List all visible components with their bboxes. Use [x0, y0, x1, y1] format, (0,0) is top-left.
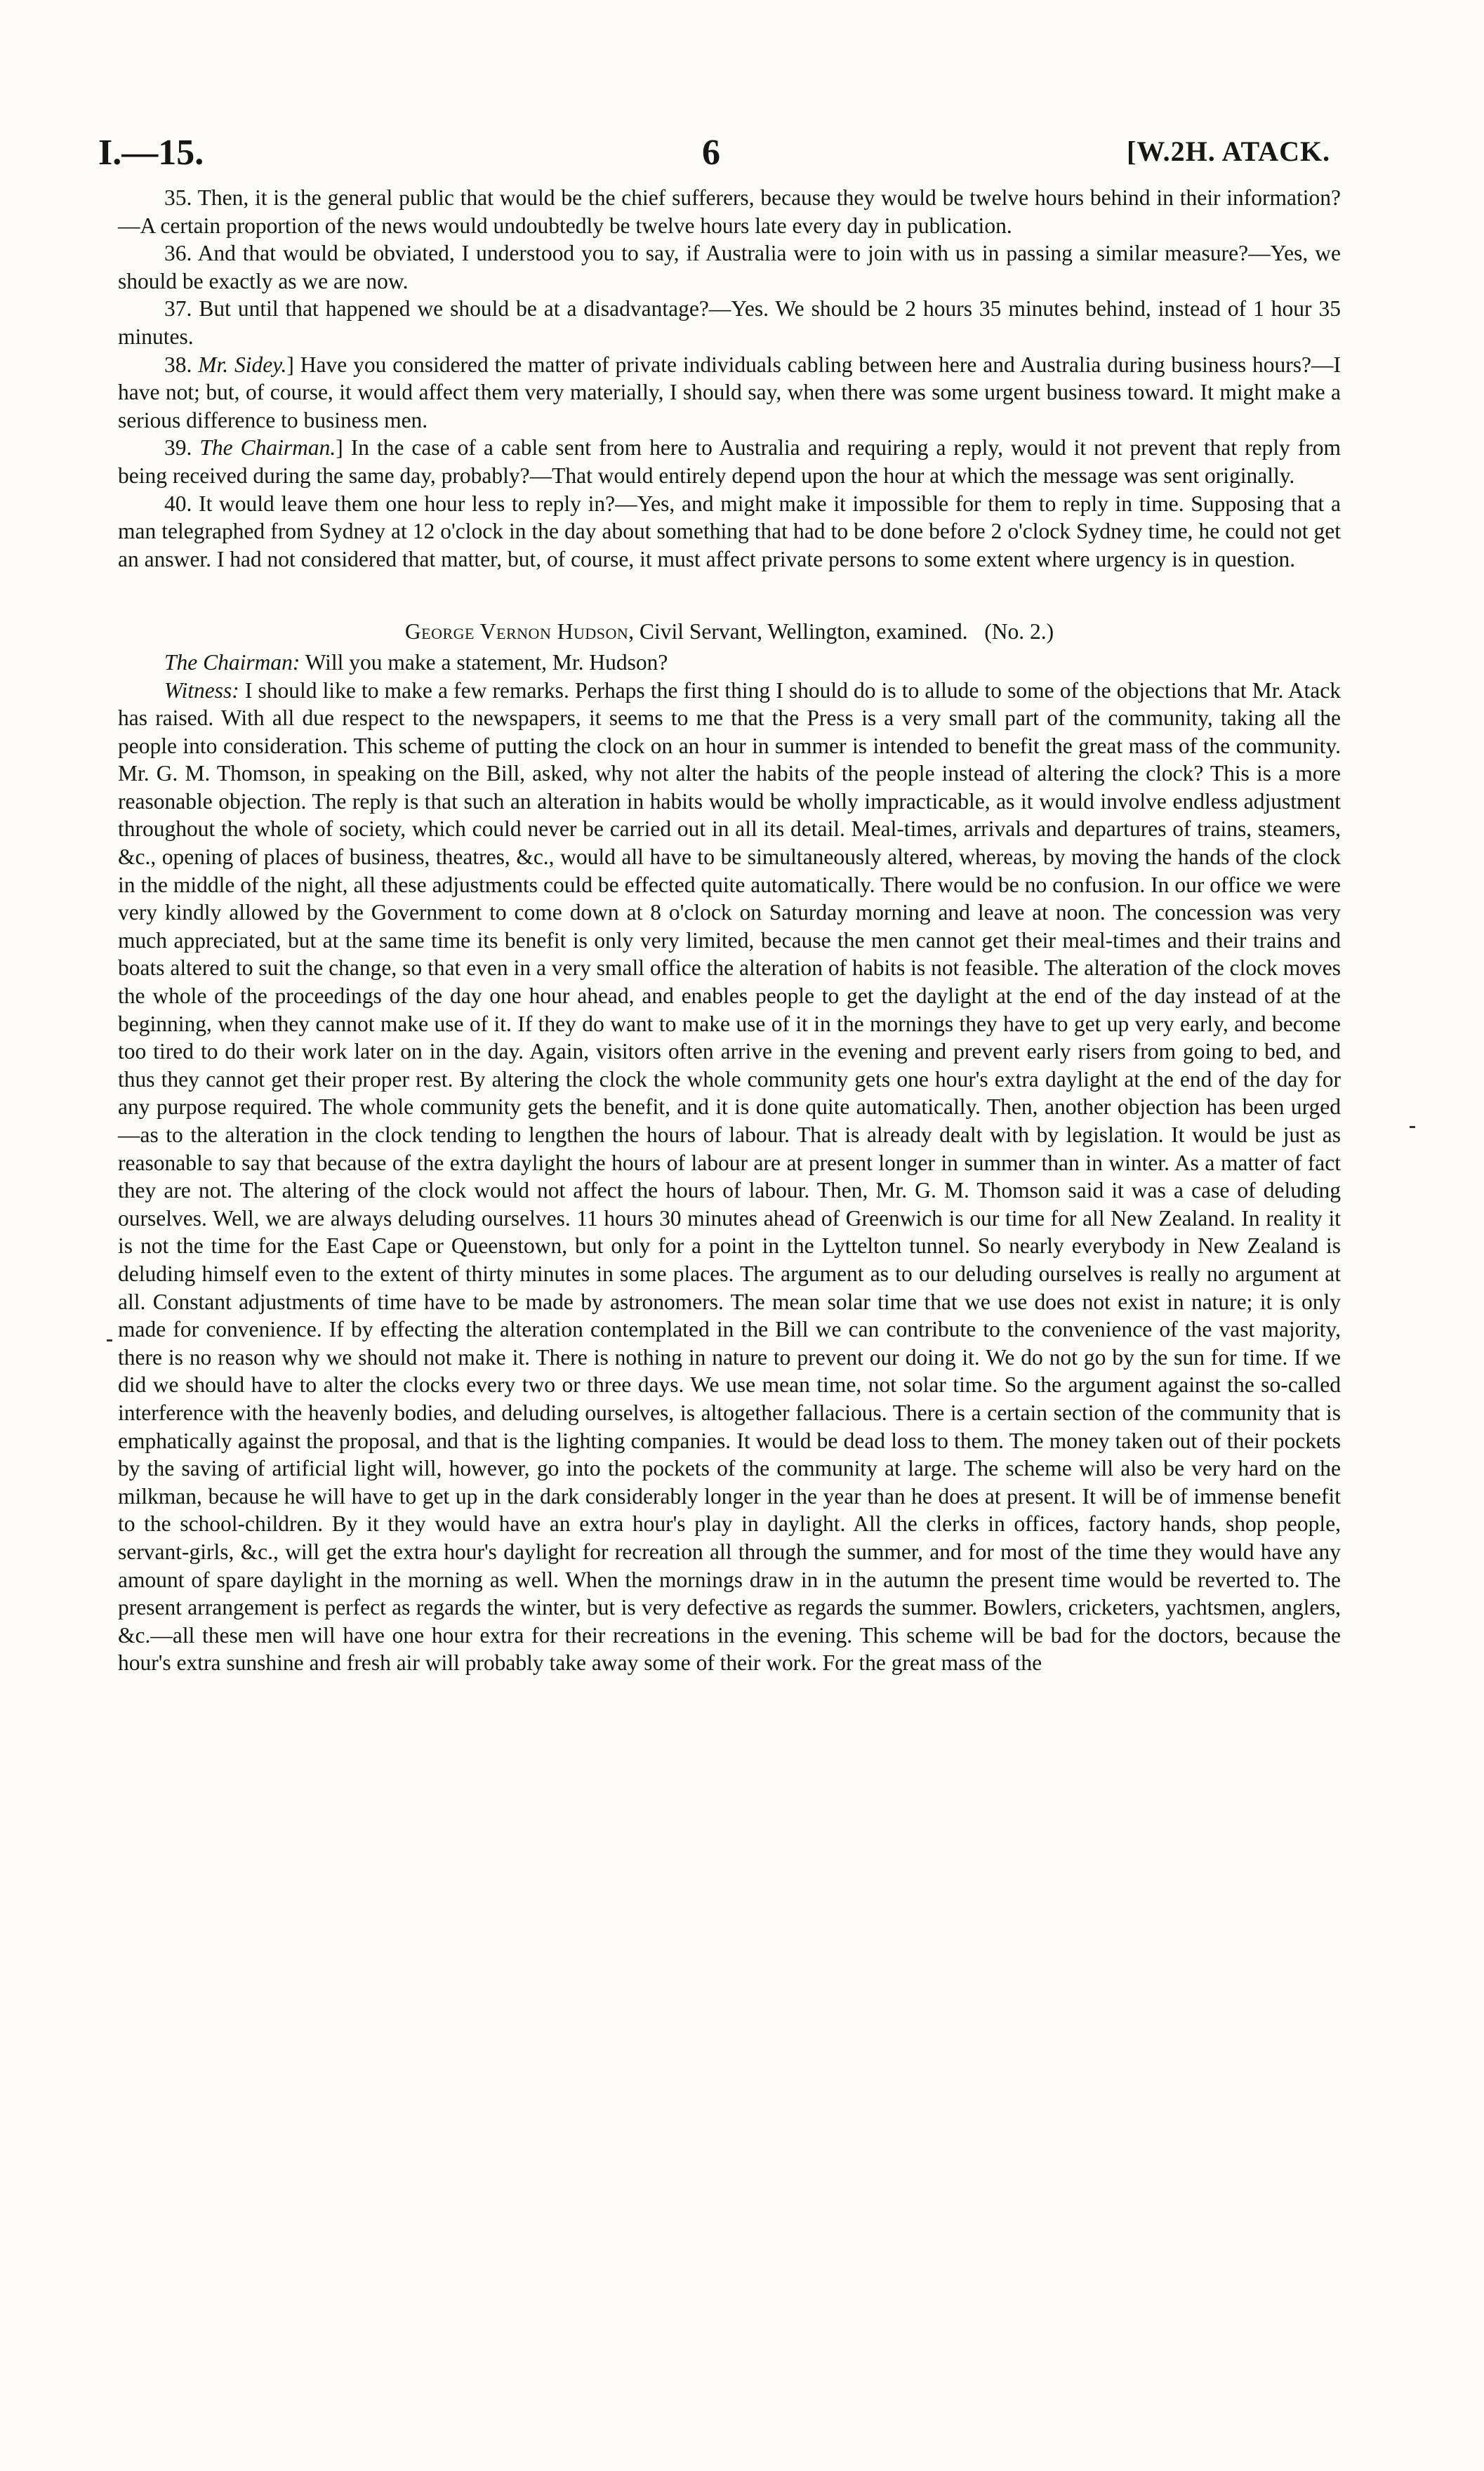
question-35: 35. Then, it is the general public that would be the chief sufferers, because they would be twelve hours behind in their information?—A certain proportion of the news would undoubtedly be twelve hours late every day in publication.: [118, 185, 1341, 238]
question-39: [118, 434, 1341, 489]
page-header: [0, 132, 1484, 181]
margin-mark: [1410, 1126, 1415, 1128]
question-36: 36. And that would be obviated, I understood you to say, if Australia were to join with us in passing a similar measure?—Yes, we should be exactly as we are now.: [118, 241, 1341, 293]
question-number: 39.: [164, 435, 192, 461]
chairman-question: [118, 649, 1341, 677]
page-number: 6: [702, 133, 720, 173]
margin-mark: [107, 1339, 112, 1342]
question-text: ] In the case of a cable sent from here to Australia and requiring a reply, would it not prevent that reply from being received during the same day, probably?—That would entirely depend upon the hour at which the message was sent originally.: [118, 435, 1341, 488]
question-37: 37. But until that happened we should be at a disadvantage?—Yes. We should be 2 hours 35 minutes behind, instead of 1 hour 35 minutes.: [118, 296, 1341, 349]
speaker-name: The Chairman.: [199, 435, 336, 461]
question-number: 38.: [164, 352, 192, 377]
question-40: 40. It would leave them one hour less to reply in?—Yes, and might make it impossible for them to reply in time. Supposing that a man telegraphed from Sydney at 12 o'clock in the day about something that had to be done before 2 o'clock Sydney time, he could not get an answer. I had not considered that matter, but, of course, it must affect private persons to some extent where urgency is in question.: [118, 491, 1341, 571]
question-38: [118, 351, 1341, 435]
statement-text: I should like to make a few remarks. Perhaps the first thing I should do is to allude to some of the objections that Mr. Atack has raised. With all due respect to the newspapers, it seems to me that the Press is a very small part of the community, taking all the people into consideration. This scheme of putting the clock on an hour in summer is intended to benefit the great mass of the community. Mr. G. M. Thomson, in speaking on the Bill, asked, why not alter the habits of the people instead of altering the clock? This is a more reasonable objection. The reply is that such an alteration in habits would be wholly impracticable, as it would involve endless adjustment throughout the whole of society, which could never be carried out in all its detail. Meal-times, arrivals and departures of trains, steamers, &c., opening of places of business, theatres, &c., would all have to be simultaneously altered, whereas, by moving the hands of the clock in the middle of the night, all these adjustments could be effected quite automatically. There would be no confusion. In our office we were very kindly allowed by the Government to come down at 8 o'clock on Saturday morning and leave at noon. The concession was very much appreciated, but at the same time its benefit is only very limited, because the men cannot get their meal-times and their trains and boats altered to suit the change, so that even in a very small office the alteration of habits is not feasible. The alteration of the clock moves the whole of the proceedings of the day one hour ahead, and enables people to get the daylight at the end of the day instead of at the beginning, when they cannot make use of it. If they do want to make use of it in the mornings they have to get up very early, and become too tired to do their work later on in the day. Again, visitors often arrive in the evening and prevent early risers from going to bed, and thus they cannot get their proper rest. By altering the clock the whole community gets one hour's extra daylight at the end of the day for any purpose required. The whole community gets the benefit, and it is done quite automatically. Then, another objection has been urged—as to the alteration in the clock tending to lengthen the hours of labour. That is already dealt with by legislation. It would be just as reasonable to say that because of the extra daylight the hours of labour are at present longer in summer than in winter. As a matter of fact they are not. The altering of the clock would not affect the hours of labour. Then, Mr. G. M. Thomson said it was a case of deluding ourselves. Well, we are always deluding ourselves. 11 hours 30 minutes ahead of Greenwich is our time for all New Zealand. In reality it is not the time for the East Cape or Queenstown, but only for a point in the Lyttelton tunnel. So nearly everybody in New Zealand is deluding himself even to the extent of thirty minutes in some places. The argument as to our deluding ourselves is really no argument at all. Constant adjustments of time have to be made by astronomers. The mean solar time that we use does not exist in nature; it is only made for convenience. If by effecting the alteration contemplated in the Bill we can contribute to the convenience of the vast majority, there is no reason why we should not make it. There is nothing in nature to prevent our doing it. We do not go by the sun for time. If we did we should have to alter the clocks every two or three days. We use mean time, not solar time. So the argument against the so-called interference with the heavenly bodies, and deluding ourselves, is altogether fallacious. There is a certain section of the community that is emphatically against the proposal, and that is the lighting companies. It would be dead loss to them. The money taken out of their pockets by the saving of artificial light will, however, go into the pockets of the community at large. The scheme will also be very hard on the milkman, because he will have to get up in the dark considerably longer in the year than he does at present. It will be of immense benefit to the school-children. By it they would have an extra hour's play in daylight. All the clerks in offices, factory hands, shop people, servant-girls, &c., will get the extra hour's daylight for recreation all through the summer, and for most of the time they would have any amount of spare daylight in the morning as well. When the mornings draw in in the autumn the present time would be reverted to. The present arrangement is perfect as regards the winter, but is very defective as regards the summer. Bowlers, cricketers, yachtsmen, anglers, &c.—all these men will have one hour extra for their recreations in the evening. This scheme will be bad for the doctors, because the hour's extra sunshine and fresh air will probably take away some of their work. For the great mass of the: [118, 677, 1341, 1676]
speaker-name: Mr. Sidey.: [198, 352, 287, 377]
witness-statement: [118, 677, 1341, 1677]
running-head: [W.2H. ATACK.: [1127, 135, 1331, 167]
witness-heading: [118, 618, 1341, 646]
speaker-name: The Chairman:: [164, 649, 300, 675]
speaker-name: Witness:: [164, 677, 239, 703]
paper-reference: I.—15.: [98, 133, 204, 173]
witness-description: , Civil Servant, Wellington, examined.: [628, 619, 968, 644]
question-text: Will you make a statement, Mr. Hudson?: [300, 649, 668, 675]
section-gap: [118, 573, 1341, 618]
document-body: [118, 184, 1341, 1677]
question-text: ] Have you considered the matter of private individuals cabling between here and Australia during business hours?—I have not; but, of course, it would affect them very materially, I should say, when there was some urgent business toward. It might make a serious difference to business men.: [118, 352, 1341, 432]
witness-name: George Vernon Hudson: [404, 619, 629, 644]
witness-number: (No. 2.): [984, 619, 1054, 644]
